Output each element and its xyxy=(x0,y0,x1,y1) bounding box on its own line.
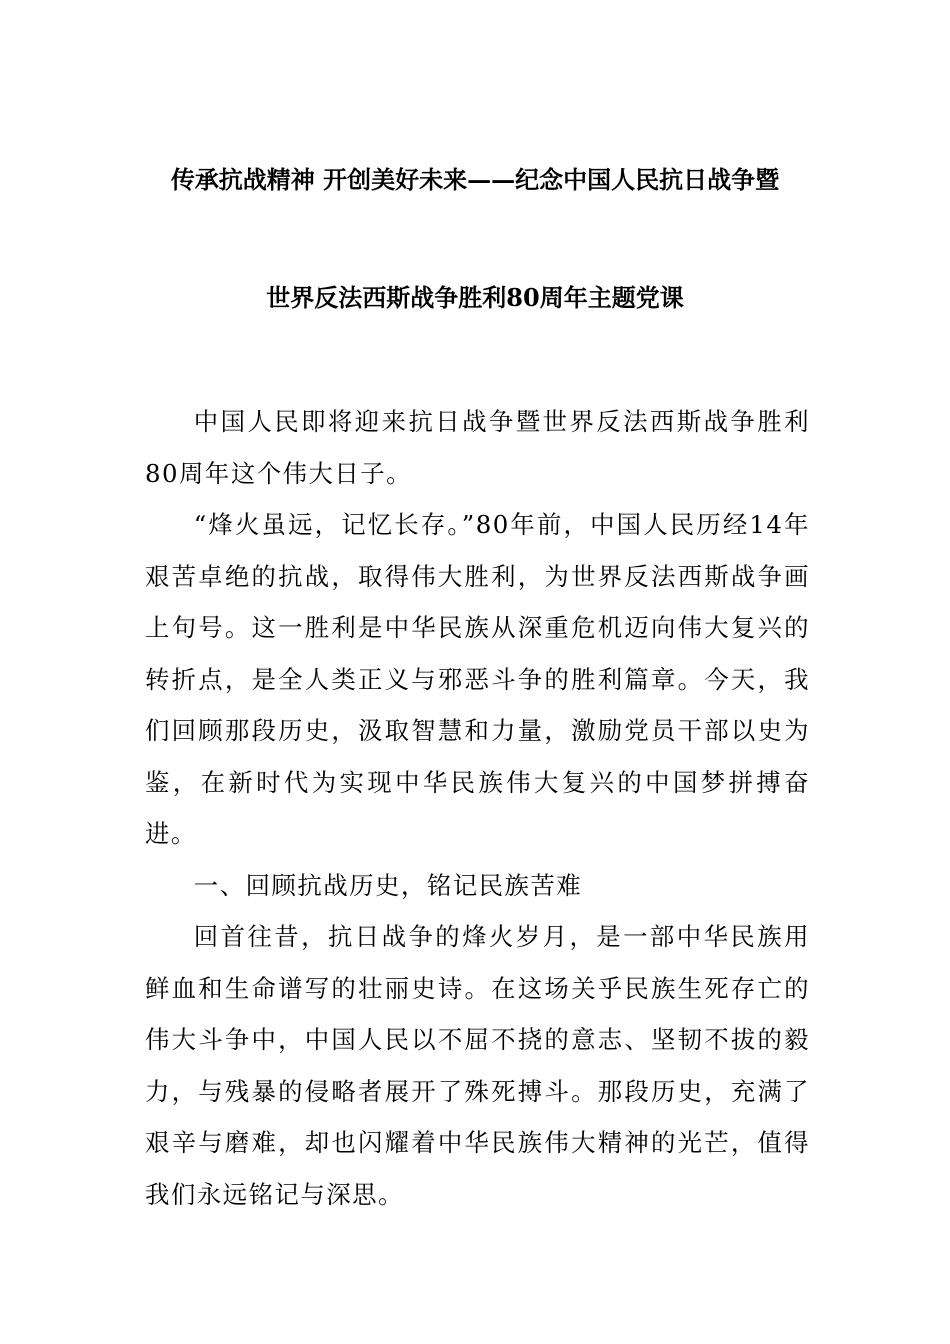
intro-paragraph: 中国人民即将迎来抗日战争暨世界反法西斯战争胜利80周年这个伟大日子。 xyxy=(145,407,810,488)
section-1-heading: 一、回顾抗战历史，铭记民族苦难 xyxy=(193,870,583,900)
document-body xyxy=(145,396,810,1220)
document-title-line-1: 传承抗战精神 开创美好未来——纪念中国人民抗日战争暨 xyxy=(170,165,780,194)
document-title-line-2: 世界反法西斯战争胜利80周年主题党课 xyxy=(266,283,684,312)
quote-paragraph: “烽火虽远，记忆长存。”80年前，中国人民历经14年艰苦卓绝的抗战，取得伟大胜利，为世界反法西斯战争画上句号。这一胜利是中华民族从深重危机迈向伟大复兴的转折点，是全人类正义与邪恶斗争的胜利篇章。今天，我们回顾那段历史，汲取智慧和力量，激励党员干部以史为鉴，在新时代为实现中华民族伟大复兴的中国梦拼搏奋进。 xyxy=(145,510,810,848)
section-1-paragraph: 回首往昔，抗日战争的烽火岁月，是一部中华民族用鲜血和生命谱写的壮丽史诗。在这场关乎民族生死存亡的伟大斗争中，中国人民以不屈不挠的意志、坚韧不拔的毅力，与残暴的侵略者展开了殊死搏斗。那段历史，充满了艰辛与磨难，却也闪耀着中华民族伟大精神的光芒，值得我们永远铭记与深思。 xyxy=(145,922,810,1209)
